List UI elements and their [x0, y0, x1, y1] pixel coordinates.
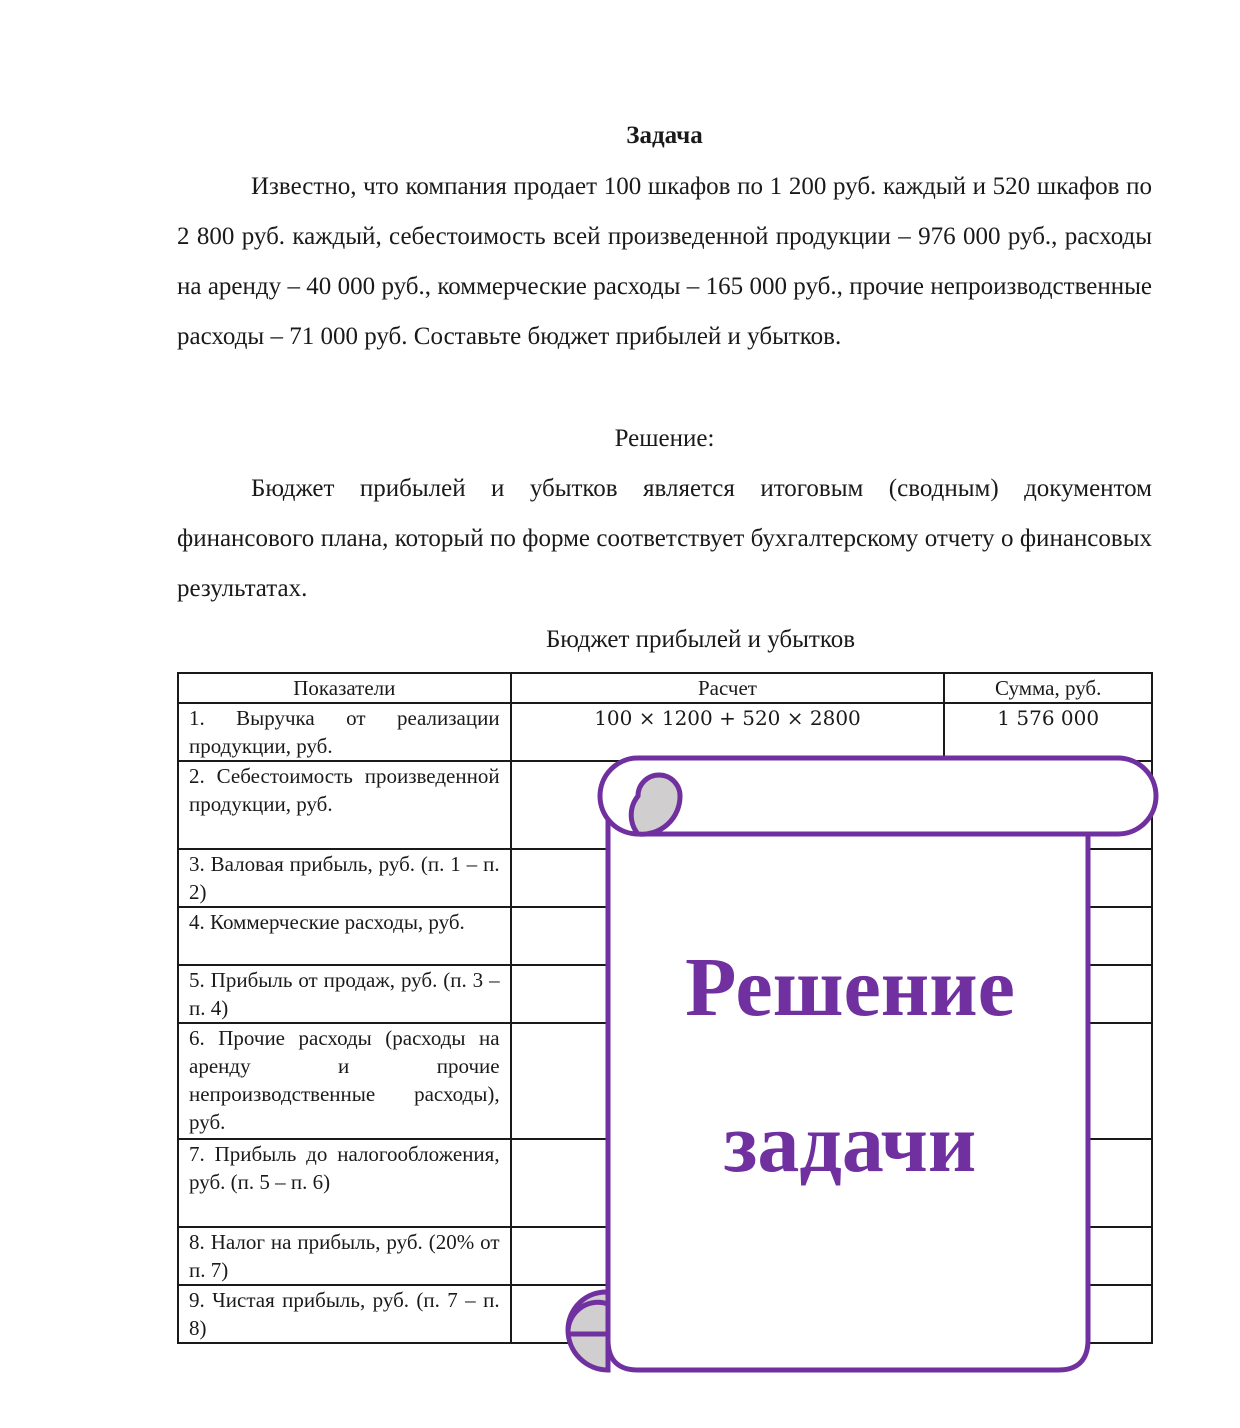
header-indicators: Показатели: [178, 673, 511, 703]
scroll-text-line2: задачи: [723, 1097, 977, 1190]
solution-text: Бюджет прибылей и убытков является итоговым (сводным) документом финансового плана, который по форме соответствует бухгалтерскому отчету о финансовых результатах.: [177, 475, 1152, 602]
table-caption: Бюджет прибылей и убытков: [545, 626, 856, 653]
row-indicator: 4. Коммерческие расходы, руб.: [178, 907, 511, 965]
row-indicator: 2. Себестоимость произведенной продукции, руб.: [178, 761, 511, 849]
solution-heading: Решение:: [614, 425, 715, 452]
row-indicator: 5. Прибыль от продаж, руб. (п. 3 – п. 4): [178, 965, 511, 1023]
scroll-text-line1: Решение: [685, 941, 1015, 1034]
row-calculation: 100 × 1200 + 520 × 2800: [511, 703, 945, 761]
header-sum: Сумма, руб.: [944, 673, 1152, 703]
row-indicator: 8. Налог на прибыль, руб. (20% от п. 7): [178, 1227, 511, 1285]
table-header-row: [178, 673, 1152, 703]
scroll-body: [608, 792, 1088, 1370]
row-indicator: 9. Чистая прибыль, руб. (п. 7 – п. 8): [178, 1285, 511, 1343]
row-sum: 1 576 000: [944, 703, 1152, 761]
row-indicator: 1. Выручка от реализации продукции, руб.: [178, 703, 511, 761]
scroll-shape: [520, 752, 1180, 1382]
row-indicator: 7. Прибыль до налогообложения, руб. (п. 5 – п. 6): [178, 1139, 511, 1227]
problem-text: Известно, что компания продает 100 шкафов по 1 200 руб. каждый и 520 шкафов по 2 800 руб. каждый, себестоимость всей произведенной продукции – 976 000 руб., расходы на аренду – 40 000 руб., коммерческие расходы – 165 000 руб., прочие непроизводственные расходы – 71 000 руб. Составьте бюджет прибылей и убытков.: [177, 173, 1152, 350]
scroll-top-roll: [600, 758, 1156, 834]
header-calculation: Расчет: [511, 673, 945, 703]
problem-title: Задача: [626, 122, 703, 149]
row-indicator: 6. Прочие расходы (расходы на аренду и прочие непроизводственные расходы), руб.: [178, 1023, 511, 1139]
row-indicator: 3. Валовая прибыль, руб. (п. 1 – п. 2): [178, 849, 511, 907]
solution-scroll-banner: [520, 752, 1180, 1382]
